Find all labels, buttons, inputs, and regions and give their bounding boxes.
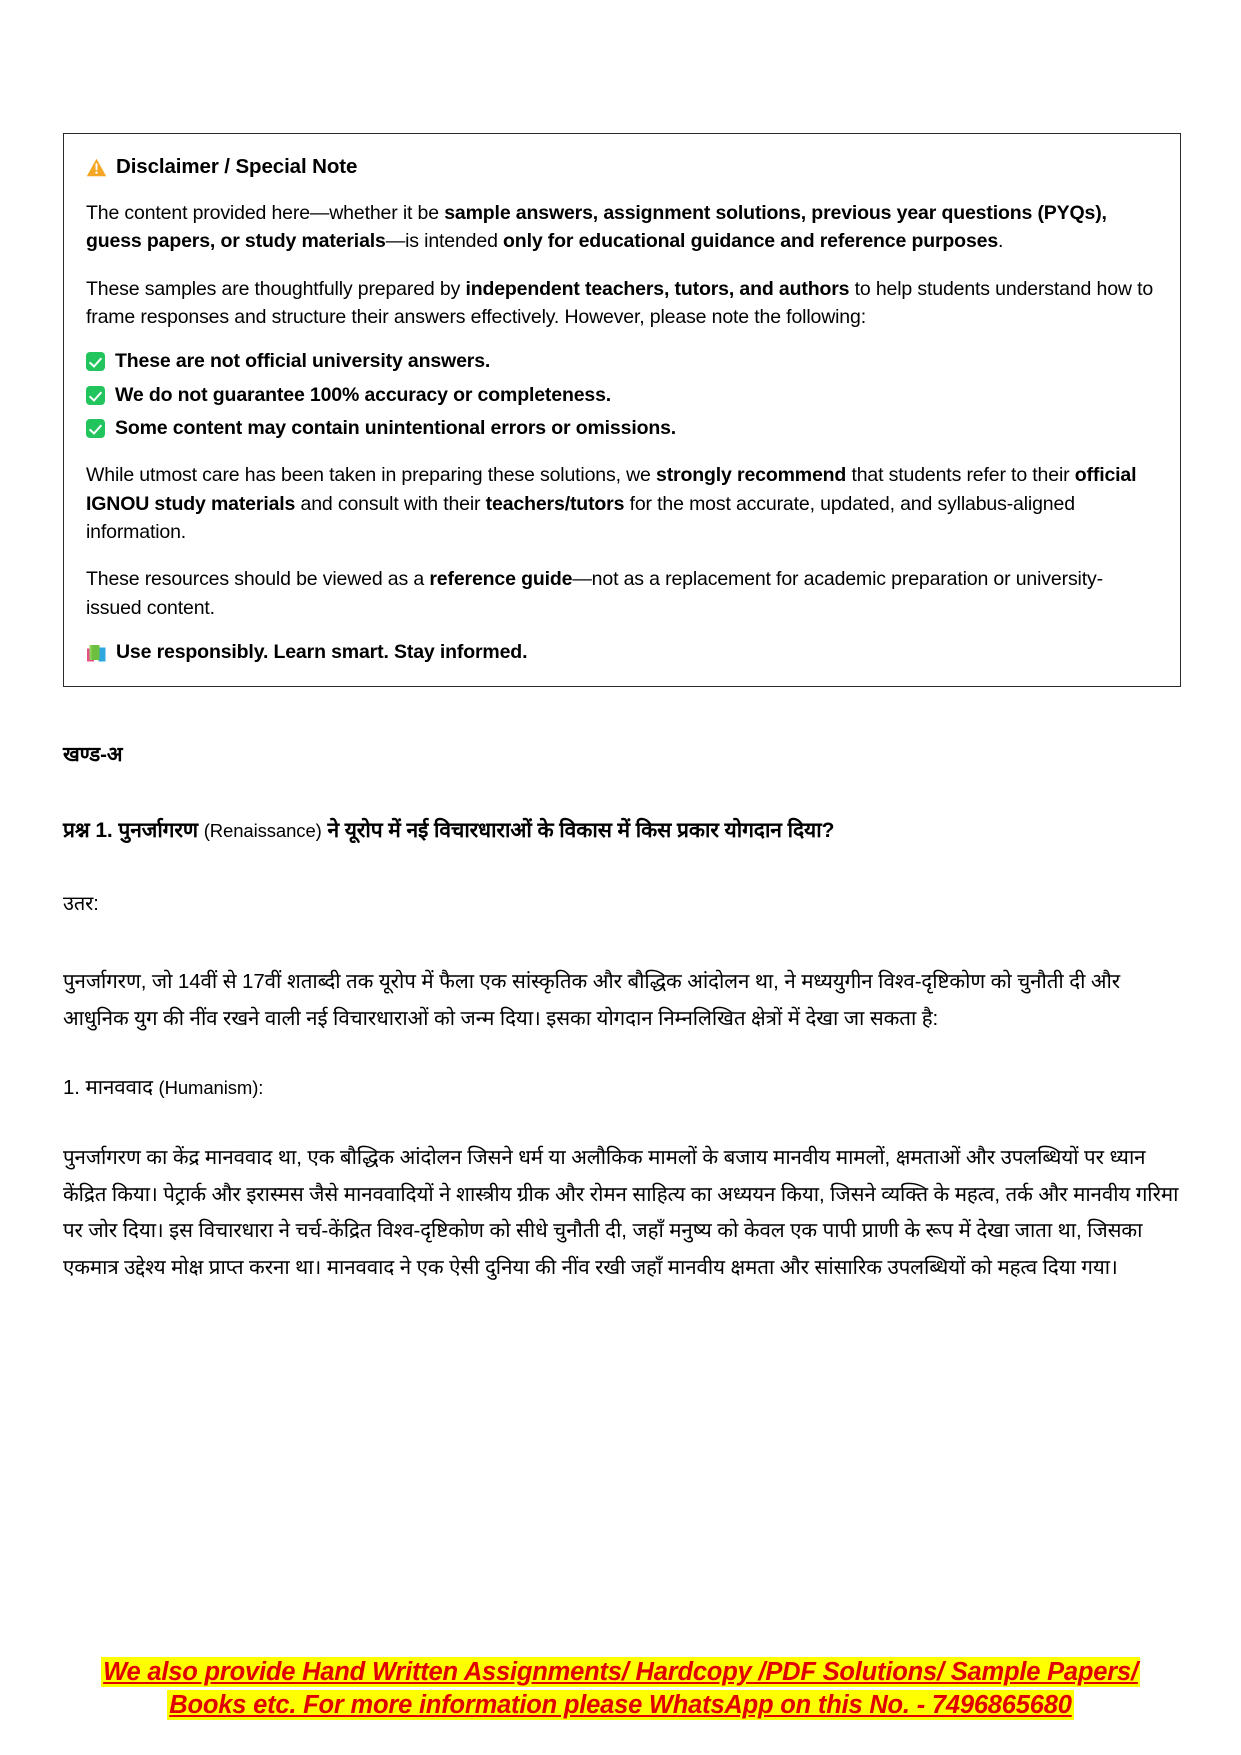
main-content	[63, 740, 1183, 1322]
p3-bold-a: strongly recommend	[656, 464, 847, 487]
p1-text-b: —is intended	[385, 230, 504, 253]
list-item	[86, 383, 1158, 409]
checklist-label: These are not official university answers.	[115, 349, 491, 372]
p2-text-a: These samples are thoughtfully prepared by	[86, 277, 466, 300]
p1-text-a: The content provided here—whether it be	[86, 202, 445, 224]
green-check-icon	[86, 386, 105, 405]
disclaimer-box	[63, 133, 1181, 687]
disclaimer-checklist	[86, 349, 1158, 442]
footer-line-1: We also provide Hand Written Assignments/ Hardcopy /PDF Solutions/ Sample Papers/	[103, 1658, 1138, 1686]
checklist-label: Some content may contain unintentional errors or omissions.	[115, 417, 677, 440]
checklist-label: We do not guarantee 100% accuracy or completeness.	[115, 383, 612, 406]
p1-bold-b: only for educational guidance and reference purposes	[503, 230, 999, 253]
green-check-icon	[86, 419, 105, 438]
list-item	[86, 349, 1158, 375]
p3-text-d: for the most accurate, updated, and syllabus-aligned information.	[86, 492, 1075, 544]
disclaimer-paragraph-3	[86, 461, 1158, 546]
footer-promo-banner	[0, 1656, 1241, 1721]
footer-line-2-wrap	[0, 1689, 1241, 1722]
question-suffix: ने यूरोप में नई विचारधाराओं के विकास में किस प्रकार योगदान दिया?	[321, 819, 835, 842]
question-latin-term: (Renaissance)	[203, 820, 322, 841]
disclaimer-paragraph-2	[86, 275, 1158, 332]
p4-bold-a: reference guide	[429, 568, 573, 591]
use-responsibly-text: Use responsibly. Learn smart. Stay informed.	[116, 641, 528, 664]
subheading-latin-term: (Humanism):	[158, 1077, 264, 1099]
p4-text-a: These resources should be viewed as a	[86, 568, 430, 591]
footer-line-1-wrap	[0, 1656, 1241, 1689]
subheading-humanism	[63, 1073, 1183, 1104]
p2-text-b: to help students understand how to frame responses and structure their answers effectively. However, please note the following:	[86, 277, 1154, 329]
p3-text-c: and consult with their	[295, 492, 486, 515]
disclaimer-paragraph-4	[86, 565, 1158, 622]
p3-text-a: While utmost care has been taken in preparing these solutions, we	[86, 464, 657, 487]
warning-triangle-icon	[86, 158, 107, 177]
p3-text-b: that students refer to their	[846, 464, 1075, 487]
question-heading	[63, 816, 1183, 845]
use-responsibly-line	[86, 641, 1158, 664]
section-heading: खण्ड-अ	[63, 743, 123, 766]
question-prefix: प्रश्न 1. पुनर्जागरण	[63, 819, 204, 842]
answer-paragraph-1: पुनर्जागरण, जो 14वीं से 17वीं शताब्दी तक यूरोप में फैला एक सांस्कृतिक और बौद्धिक आंदोलन था, ने मध्ययुगीन विश्व-दृष्टिकोण को चुनौती दी और आधुनिक युग की नींव रखने वाली नई विचारधाराओं को जन्म दिया। इसका योगदान निम्नलिखित क्षेत्रों में देखा जा सकता है:	[63, 970, 1121, 1030]
disclaimer-paragraph-1	[86, 199, 1158, 256]
green-check-icon	[86, 352, 105, 371]
books-icon	[86, 643, 107, 663]
answer-label: उतर:	[63, 893, 99, 916]
p1-bold-a: sample answers, assignment solutions, previous year questions (PYQs), guess papers, or study materials	[86, 202, 1107, 253]
answer-paragraph-2: पुनर्जागरण का केंद्र मानववाद था, एक बौद्धिक आंदोलन जिसने धर्म या अलौकिक मामलों के बजाय मानवीय मामलों, क्षमताओं और उपलब्धियों पर ध्यान केंद्रित किया। पेट्रार्क और इरास्मस जैसे मानववादियों ने शास्त्रीय ग्रीक और रोमन साहित्य का अध्ययन किया, जिसने व्यक्ति के महत्व, तर्क और मानवीय गरिमा पर जोर दिया। इस विचारधारा ने चर्च-केंद्रित विश्व-दृष्टिकोण को सीधे चुनौती दी, जहाँ मनुष्य को केवल एक पापी प्राणी के रूप में देखा जाता था, जिसका एकमात्र उद्देश्य मोक्ष प्राप्त करना था। मानववाद ने एक ऐसी दुनिया की नींव रखी जहाँ मानवीय क्षमता और सांसारिक उपलब्धियों को महत्व दिया गया।	[63, 1146, 1179, 1279]
p3-bold-c: teachers/tutors	[485, 492, 625, 515]
list-item	[86, 416, 1158, 442]
disclaimer-title-row	[86, 155, 1158, 179]
p2-bold-a: independent teachers, tutors, and authors	[465, 277, 850, 300]
disclaimer-title-text: Disclaimer / Special Note	[116, 155, 358, 178]
subheading-prefix: 1. मानववाद	[63, 1076, 159, 1100]
p1-text-c: .	[998, 230, 1004, 253]
footer-line-2: Books etc. For more information please WhatsApp on this No. - 7496865680	[169, 1690, 1072, 1719]
p4-text-b: —not as a replacement for academic preparation or university-issued content.	[86, 568, 1103, 619]
p3-bold-b: official IGNOU study materials	[86, 464, 1137, 515]
